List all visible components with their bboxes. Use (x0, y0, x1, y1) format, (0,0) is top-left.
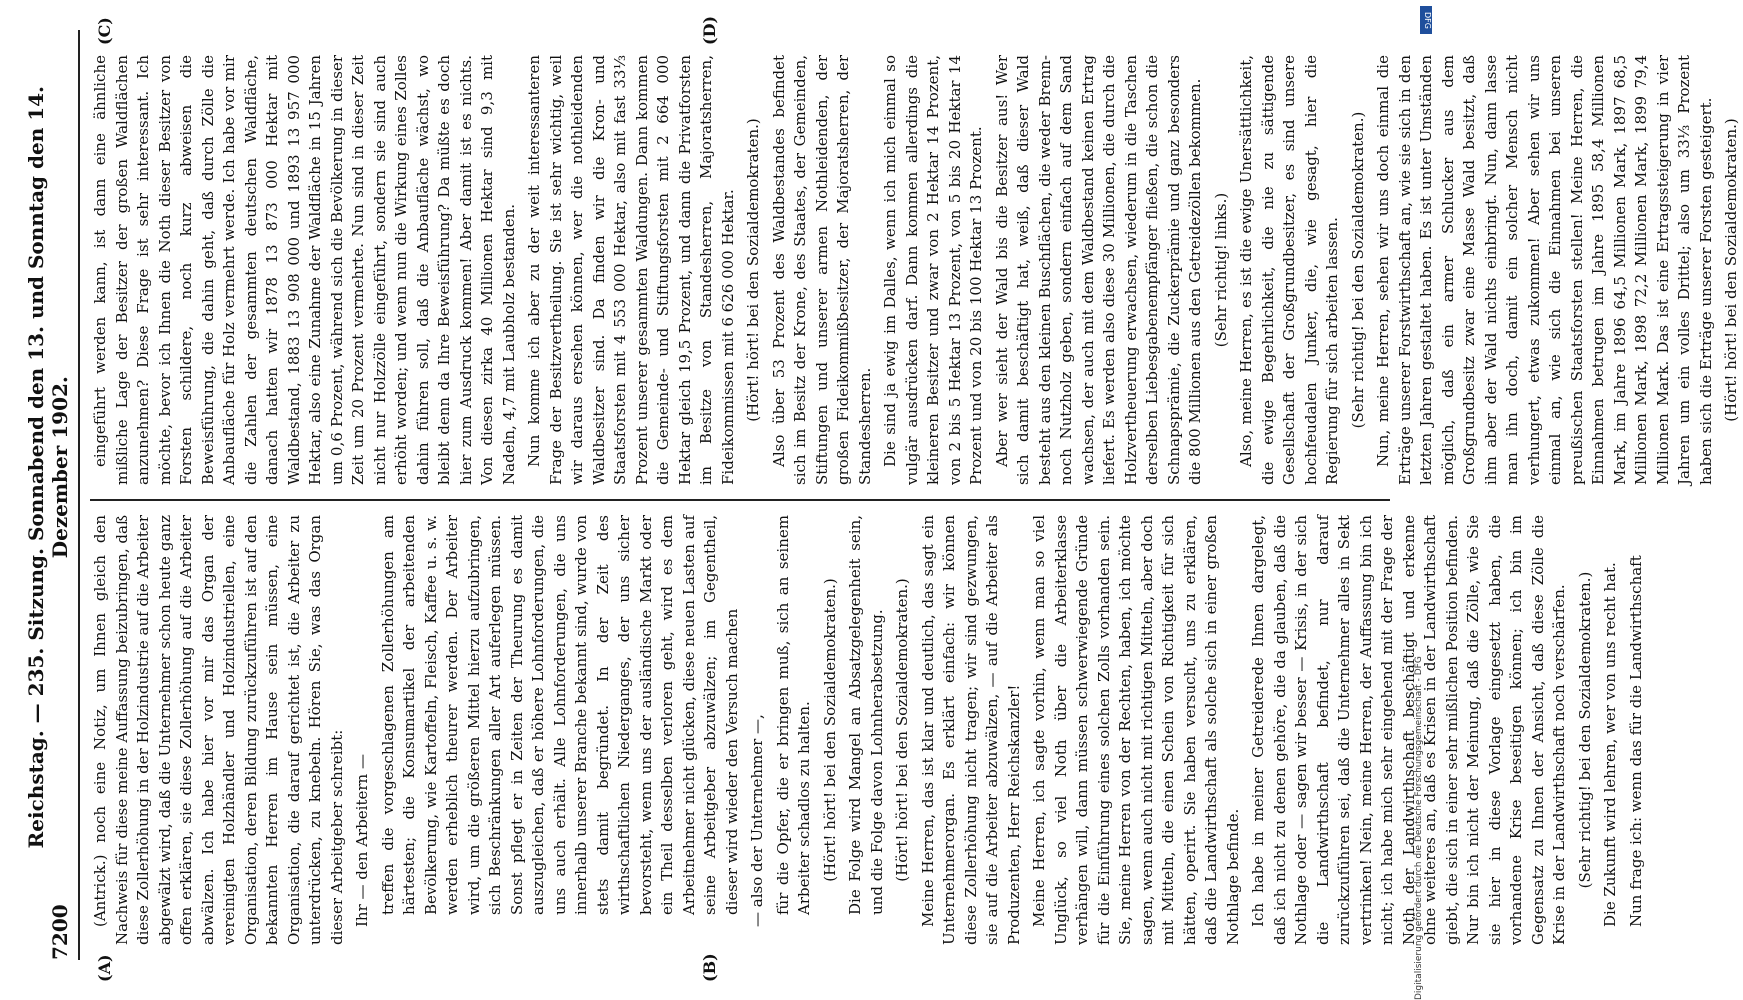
quote-paragraph: für die Opfer, die er bringen muß, sich an seinem Arbeiter schadlos zu halten. (773, 515, 813, 915)
paragraph: Die sind ja ewig im Dalles, wenn ich mich einmal so vulgär ausdrücken darf. Dann kommen allerdings die kleineren Besitzer und zwar von 2 Hektar 14 Prozent, von 2 bis 5 Hektar 13 Prozent, von 5 bis 20 Hektar 14 Prozent und von 20 bis 100 Hektar 13 Prozent. (881, 55, 985, 485)
paragraph: Aber wer sieht der Wald bis die Besitzer aus! Wer sich damit beschäftigt hat, weiß, daß dieser Wald besteht aus den kleinen Buschflächen, die weder Brenn- noch Nutzholz geben, sondern einfach auf dem Sand wachsen, der auch mit dem Waldbestand keinen Ertrag liefert. Es werden also diese 30 Millionen, die durch die Holzvertheuerung erwachsen, wiederum in die Taschen derselben Liebesgabenempfänger fließen, die schon die Schnapsprämie, die Zuckerprämie und ganz besonders die 800 Millionen aus den Getreidezöllen bekommen. (992, 55, 1204, 485)
margin-marker-c: (C) (95, 17, 114, 45)
interjection: (Hört! hört! bei den Sozialdemokraten.) (1722, 118, 1740, 422)
paragraph: Also über 53 Prozent des Waldbestandes befindet sich im Besitz der Krone, des Staates, der Gemeinden, Stiftungen und unserer armen Nothleidenden, der großen Fideikommißbesitzer, der Majoratsherren, der Standesherren. (769, 55, 874, 485)
paragraph: Die Zukunft wird lehren, wer von uns recht hat. (1601, 562, 1619, 927)
right-column (90, 55, 1740, 485)
interjection: (Sehr richtig! bei den Sozialdemokraten.) (1348, 111, 1367, 429)
paragraph: Ich habe in meiner Getreiderede Ihnen dargelegt, daß ich nicht zu denen gehöre, die da glauben, daß die Nothlage oder — sagen wir besser — Krisis, in der sich die Landwirthschaft befindet, nur darauf zurückzuführen sei, daß die Unternehmer alles in Sekt vertrinken! Nein, meine Herren, der Auffassung bin ich nicht; ich habe mich sehr eingehend mit der Frage der Noth der Landwirthschaft beschäftigt und erkenne ohne weiteres an, daß es Krisen in der Landwirthschaft giebt, die sich in einer sehr mißlichen Position befinden. Nur bin ich nicht der Meinung, daß die Zölle, wie Sie sie hier in diese Vorlage eingesetzt haben, die vorhandene Krise beseitigen können; ich bin im Gegensatz zu Ihnen der Ansicht, daß diese Zölle die Krise in der Landwirthschaft noch verschärfen. (1249, 515, 1568, 945)
interjection: (Sehr richtig! bei den Sozialdemokraten.) (1575, 571, 1594, 889)
quote-paragraph: treffen die vorgeschlagenen Zollerhöhungen am härtesten; die Konsumartikel der arbeitenden Bevölkerung, wie Kartoffeln, Fleisch, Kaffee u. s. w. werden erheblich theurer werden. Der Arbeiter wird, um die größeren Mittel hierzu aufzubringen, sich Beschränkungen aller Art auferlegen müssen. Sonst pflegt er in Zeiten der Theurung es damit auszugleichen, daß er höhere Lohnforderungen, die uns auch erhält. Alle Lohnforderungen, die uns innerhalb unserer Branche bekannt sind, wurde von stets damit begründet. In der Zeit des wirthschaftlichen Niederganges, der uns sicher bevorsteht, wenn uns der ausländische Markt oder ein Theil desselben verloren geht, wird es dem Arbeitnehmer nicht glücken, diese neuen Lasten auf seine Arbeitgeber abzuwälzen; im Gegentheil, dieser wird wieder den Versuch machen (378, 515, 741, 915)
page-title: Reichstag. — 235. Sitzung. Sonnabend den 13. und Sonntag den 14. Dezember 1902. (24, 86, 72, 849)
quote-paragraph: Die Folge wird Mangel an Absatzgelegenheit sein, und die Folge davon Lohnherabsetzung. (846, 515, 886, 915)
paragraph: Nun frage ich: wenn das für die Landwirthschaft (1626, 555, 1645, 927)
paragraph: Also, meine Herren, es ist die ewige Unersättlichkeit, die ewige Begehrlichkeit, die nie zu sättigende Gesellschaft der Großgrundbesitzer, es sind unsere hochfeudalen Junker, die, wie gesagt, hier die Regierung für sich arbeiten lassen. (1237, 55, 1341, 485)
margin-marker-a: (A) (95, 954, 114, 982)
paragraph: eingeführt werden kann, ist dann eine ähnliche mißliche Lage der Besitzer der großen Waldflächen anzunehmen? Diese Frage ist sehr interessant. Ich möchte, bevor ich Ihnen die Noth dieser Besitzer von Forsten schildere, noch kurz abweisen die Beweisführung, die dahin geht, daß durch Zölle die Anbaufläche für Holz vermehrt werde. Ich habe vor mir die Zahlen der gesammten deutschen Waldfläche, danach hatten wir 1878 13 873 000 Hektar mit Waldbestand, 1883 13 908 000 und 1893 13 957 000 Hektar, also eine Zunahme der Waldfläche in 15 Jahren um 0,6 Prozent, während sich die Bevölkerung in dieser Zeit um 20 Prozent vermehrte. Nun sind in dieser Zeit nicht nur Holzzölle eingeführt, sondern sie sind auch erhöht worden; und wenn nun die Wirkung eines Zolles dahin führen soll, daß die Anbaufläche wächst, wo bleibt denn da Ihre Beweisführung? Da müßte es doch hier zum Ausdruck kommen! Aber damit ist es nichts. Von diesen zirka 40 Millionen Hektar sind 9,3 mit Nadeln, 4,7 mit Laubholz bestanden. (91, 55, 518, 485)
margin-marker-d: (D) (700, 15, 719, 45)
column-divider (90, 499, 1390, 501)
interjection: (Hört! hört! bei den Sozialdemokraten.) (893, 578, 911, 882)
paragraph: Ihr — den Arbeitern — (353, 754, 371, 927)
paragraph: (Antrick.) noch eine Notiz, um Ihnen gleich den Nachweis für diese meine Auffassung beizubringen, daß diese Zollerhöhung in der Holzindustrie auf die Arbeiter abgewälzt wird, daß die Unternehmer schon heute ganz offen erklären, sie diese Zollerhöhung auf die Arbeiter abwälzen. Ich habe hier vor mir das Organ der vereinigten Holzhändler und Holzindustriellen, eine Organisation, deren Bildung zurückzuführen ist auf den bekannten Herren im Hause sein müssen, eine Organisation, die darauf gerichtet ist, die Arbeiter zu unterdrücken, zu knebeln. Hören Sie, was das Organ dieser Arbeitgeber schreibt: (91, 515, 346, 945)
interjection: (Sehr richtig! links.) (1211, 192, 1230, 348)
margin-marker-b: (B) (700, 953, 719, 982)
interjection: (Hört! hört! bei den Sozialdemokraten.) (820, 578, 839, 882)
credit-text: Digitalisierung gefördert durch die Deutsche Forschungsgemeinschaft - DFG (1414, 656, 1424, 1000)
digitization-credit (1408, 0, 1434, 1000)
page-header (24, 30, 80, 960)
paragraph: Nun komme ich aber zu der weit interessanteren Frage der Besitzvertheilung. Sie ist sehr wichtig, weil wir daraus ersehen können, wer die nothleidenden Waldbesitzer sind. Da finden wir die Kron- und Staatsforsten mit 4 553 000 Hektar, also mit fast 33⅓ Prozent unserer gesammten Waldungen. Dann kommen die Gemeinde- und Stiftungsforsten mit 2 664 000 Hektar gleich 19,5 Prozent, und dann die Privatforsten im Besitze von Standesherren, Majoratsherren, Fideikommissen mit 6 626 000 Hektar. (525, 55, 737, 485)
dfg-logo: DFG (1420, 6, 1432, 34)
paragraph: — also der Unternehmer —, (748, 714, 766, 927)
paragraph: Meine Herren, ich sagte vorhin, wenn man so viel Unglück, so viel Noth über die Arbeiterklasse verhängen will, dann müssen schwerwiegende Gründe für die Einführung eines solchen Zolls vorhanden sein. Sie, meine Herren von der Rechten, haben, ich möchte sagen, wenn auch nicht mit richtigen Mitteln, aber doch mit Mitteln, die einen Schein von Richtigkeit für sich hätten, operirt. Sie haben versucht, uns zu erklären, daß die Landwirthschaft als solche sich in einer großen Nothlage befinde. (1030, 515, 1242, 945)
page-number: 7200 (48, 904, 72, 960)
paragraph: Meine Herren, das ist klar und deutlich, das sagt ein Unternehmerorgan. Es erklärt einfach: wir können diese Zollerhöhung nicht tragen; wir sind gezwungen, sie auf die Arbeiter abzuwälzen, — auf die Arbeiter als Produzenten, Herr Reichskanzler! (918, 515, 1023, 945)
interjection: (Hört! hört! bei den Sozialdemokraten.) (744, 118, 762, 422)
paragraph: Nun, meine Herren, sehen wir uns doch einmal die Erträge unserer Forstwirthschaft an, wie sie sich in den letzten Jahren gestaltet haben. Es ist unter Umständen möglich, daß ein armer Schlucker aus dem Großgrundbesitz zwar eine Masse Wald besitzt, daß ihm aber der Wald nichts einbringt. Nun, dann lasse man ihn doch, damit ein solcher Mensch nicht verhungert, etwas zukommen! Aber sehen wir uns einmal an, wie sich die Einnahmen bei unseren preußischen Staatsforsten stellen! Meine Herren, die Einnahmen betrugen im Jahre 1895 58,4 Millionen Mark, im Jahre 1896 64,5 Millionen Mark, 1897 68,5 Millionen Mark, 1898 72,2 Millionen Mark, 1899 79,4 Millionen Mark. Das ist eine Ertragssteigerung in vier Jahren um ein volles Drittel; also um 33⅓ Prozent haben sich die Erträge unserer Forsten gesteigert. (1374, 55, 1715, 485)
